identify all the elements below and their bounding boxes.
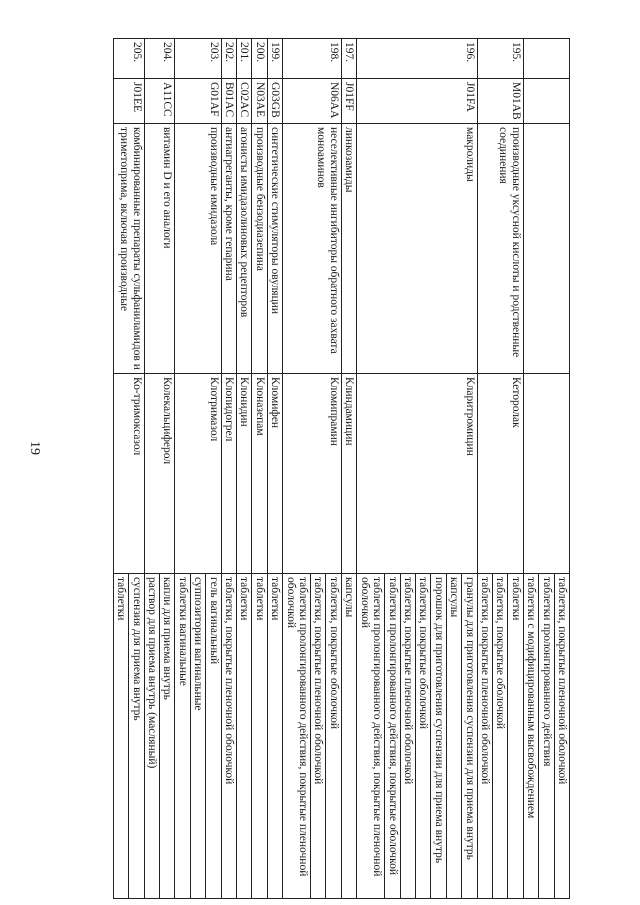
drug-table-body [113,39,569,899]
pharm-group: производные имидазола [175,124,221,374]
atc-code: G01AF [175,79,221,124]
row-number: 198. [283,39,342,79]
table-row [237,39,252,899]
table-row [267,39,282,899]
drug-name: Колекальциферол [144,374,175,574]
pharm-group: антиагреганты, кроме гепарина [221,124,236,374]
dosage-form: таблетки, покрытые пленочной оболочкой [554,574,569,899]
table-row [252,39,267,899]
atc-code: A11CC [144,79,175,124]
rotated-page [85,38,570,898]
table-row [221,39,236,899]
atc-code [523,79,569,124]
drug-name: Клопидогрел [221,374,236,574]
drug-name: Кларитромицин [357,374,477,574]
table-row [508,39,523,899]
dosage-form: капли для приема внутрь [160,574,175,899]
drug-name: Кломифен [267,374,282,574]
dosage-form: таблетки [267,574,282,899]
dosage-form: капсулы [341,574,356,899]
table-row [160,39,175,899]
drug-name: Клиндамицин [341,374,356,574]
dosage-form: таблетки, покрытые оболочкой [326,574,341,899]
row-number: 200. [252,39,267,79]
dosage-form: таблетки [252,574,267,899]
dosage-form: таблетки пролонгированного действия, покрытые пленочной оболочкой [357,574,385,899]
row-number: 199. [267,39,282,79]
pharm-group: витамин D и его аналоги [144,124,175,374]
dosage-form: суспензия для приема внутрь [129,574,144,899]
dosage-form: порошок для приготовления суспензии для приема внутрь [431,574,446,899]
dosage-form: таблетки пролонгированного действия [539,574,554,899]
row-number: 197. [341,39,356,79]
atc-code: G03GB [267,79,282,124]
dosage-form: таблетки, покрытые пленочной оболочкой [311,574,326,899]
atc-code: J01FA [357,79,477,124]
row-number: 204. [144,39,175,79]
dosage-form: раствор для приема внутрь (масляный) [144,574,159,899]
pharm-group: линкозамиды [341,124,356,374]
dosage-form: таблетки [237,574,252,899]
row-number: 195. [477,39,523,79]
drug-name: Кеторолак [477,374,523,574]
table-row [129,39,144,899]
atc-code: J01EE [113,79,144,124]
pharm-group: синтетические стимуляторы овуляции [267,124,282,374]
dosage-form: таблетки пролонгированного действия, покрытые пленочной оболочкой [283,574,311,899]
drug-name: Клотримазол [175,374,221,574]
table-row [462,39,477,899]
row-number: 196. [357,39,477,79]
atc-code: B01AC [221,79,236,124]
atc-code: M01AB [477,79,523,124]
row-number: 202. [221,39,236,79]
dosage-form: таблетки, покрытые оболочкой [492,574,507,899]
atc-code: N06AA [283,79,342,124]
dosage-form: таблетки [113,574,128,899]
table-row [326,39,341,899]
atc-code: N03AE [252,79,267,124]
drug-name [523,374,569,574]
pharm-group: макролиды [357,124,477,374]
atc-code: J01FF [341,79,356,124]
row-number: 203. [175,39,221,79]
table-row [554,39,569,899]
table-row [341,39,356,899]
dosage-form: таблетки с модифицированным высвобождением [523,574,538,899]
drug-name: Кломипрамин [283,374,342,574]
pharm-group: агонисты имидазолиновых рецепторов [237,124,252,374]
dosage-form: суппозитории вагинальные [190,574,205,899]
drug-name: Клонидин [237,374,252,574]
drug-name: Ко-тримоксазол [113,374,144,574]
row-number: 201. [237,39,252,79]
dosage-form: таблетки пролонгированного действия, покрытые оболочкой [385,574,400,899]
row-number [523,39,569,79]
drug-table [113,38,570,899]
row-number: 205. [113,39,144,79]
dosage-form: таблетки, покрытые пленочной оболочкой [400,574,415,899]
pharm-group: производные бензодиазепина [252,124,267,374]
dosage-form: таблетки, покрытые оболочкой [415,574,430,899]
dosage-form: капсулы [446,574,461,899]
page-number: 19 [27,441,42,455]
dosage-form: таблетки, покрытые пленочной оболочкой [221,574,236,899]
dosage-form: гель вагинальный [206,574,221,899]
dosage-form: таблетки [508,574,523,899]
dosage-form: гранулы для приготовления суспензии для приема внутрь [462,574,477,899]
dosage-form: таблетки вагинальные [175,574,190,899]
pharm-group: неселективные ингибиторы обратного захвата моноаминов [283,124,342,374]
pharm-group [523,124,569,374]
atc-code: C02AC [237,79,252,124]
drug-name: Клоназепам [252,374,267,574]
pharm-group: производные уксусной кислоты и родственные соединения [477,124,523,374]
table-row [206,39,221,899]
pharm-group: комбинированные препараты сульфаниламидов и триметоприма, включая производные [113,124,144,374]
dosage-form: таблетки, покрытые пленочной оболочкой [477,574,492,899]
